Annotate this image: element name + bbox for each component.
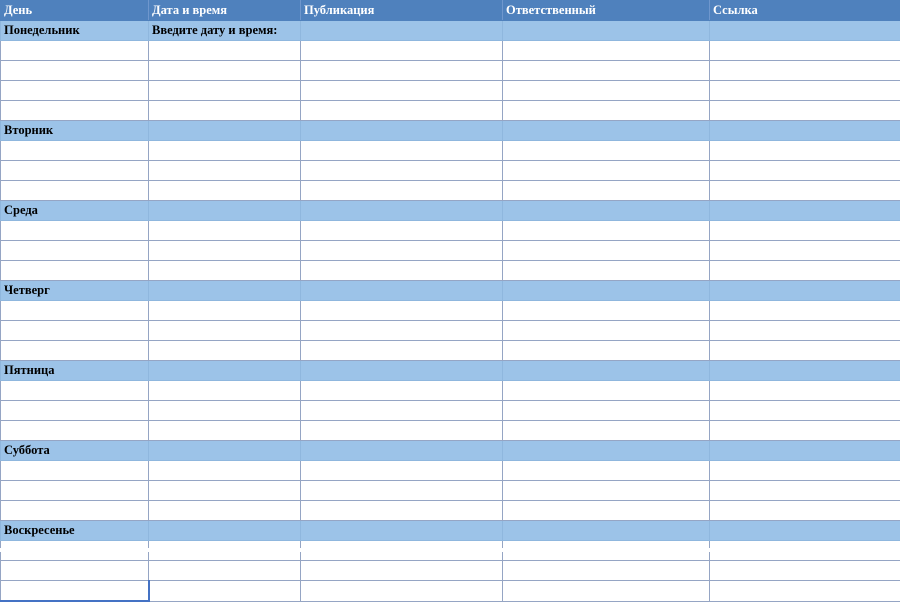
- day-label-cell[interactable]: Суббота: [1, 441, 149, 461]
- day-cell[interactable]: [1, 161, 149, 181]
- link-cell[interactable]: [710, 201, 900, 221]
- publication-cell[interactable]: [301, 221, 503, 241]
- link-cell[interactable]: [710, 141, 900, 161]
- day-cell[interactable]: [1, 461, 149, 481]
- sheet-bottom-edge: [0, 548, 900, 552]
- link-cell[interactable]: [710, 61, 900, 81]
- datetime-cell[interactable]: Введите дату и время:: [149, 21, 301, 41]
- publication-cell[interactable]: [301, 121, 503, 141]
- publication-cell[interactable]: [301, 461, 503, 481]
- responsible-cell[interactable]: [503, 121, 710, 141]
- link-cell[interactable]: [710, 361, 900, 381]
- publication-cell[interactable]: [301, 201, 503, 221]
- link-cell[interactable]: [710, 161, 900, 181]
- day-cell[interactable]: [1, 501, 149, 521]
- table-row: [1, 441, 900, 461]
- datetime-cell[interactable]: [149, 41, 301, 61]
- datetime-cell[interactable]: [149, 101, 301, 121]
- publication-cell[interactable]: [301, 521, 503, 541]
- publication-cell[interactable]: [301, 261, 503, 281]
- table-row: [1, 281, 900, 301]
- publication-cell[interactable]: [301, 561, 503, 581]
- link-cell[interactable]: [710, 261, 900, 281]
- link-cell[interactable]: [710, 581, 900, 602]
- table-row: [1, 261, 900, 281]
- day-cell-selected[interactable]: [1, 581, 149, 602]
- responsible-cell[interactable]: [503, 181, 710, 201]
- link-cell[interactable]: [710, 81, 900, 101]
- column-header-day[interactable]: День: [1, 1, 149, 21]
- table-body: [1, 21, 900, 602]
- responsible-cell[interactable]: [503, 481, 710, 501]
- responsible-cell[interactable]: [503, 561, 710, 581]
- day-label-cell[interactable]: Вторник: [1, 121, 149, 141]
- column-header-datetime[interactable]: Дата и время: [149, 1, 301, 21]
- publication-cell[interactable]: [301, 301, 503, 321]
- link-cell[interactable]: [710, 21, 900, 41]
- table-row: [1, 181, 900, 201]
- table-header-row: [1, 1, 900, 21]
- publication-cell[interactable]: [301, 181, 503, 201]
- table-row: [1, 361, 900, 381]
- day-cell[interactable]: [1, 381, 149, 401]
- responsible-cell[interactable]: [503, 361, 710, 381]
- datetime-cell[interactable]: [149, 421, 301, 441]
- publication-cell[interactable]: [301, 341, 503, 361]
- publication-cell[interactable]: [301, 61, 503, 81]
- responsible-cell[interactable]: [503, 241, 710, 261]
- table-row: [1, 141, 900, 161]
- responsible-cell[interactable]: [503, 61, 710, 81]
- datetime-cell[interactable]: [149, 121, 301, 141]
- link-cell[interactable]: [710, 221, 900, 241]
- column-header-link[interactable]: Ссылка: [710, 1, 900, 21]
- datetime-cell[interactable]: [149, 61, 301, 81]
- day-label-cell[interactable]: Среда: [1, 201, 149, 221]
- publication-cell[interactable]: [301, 241, 503, 261]
- publication-cell[interactable]: [301, 421, 503, 441]
- responsible-cell[interactable]: [503, 101, 710, 121]
- table-row: [1, 21, 900, 41]
- table-row: [1, 61, 900, 81]
- day-cell[interactable]: [1, 301, 149, 321]
- table-row: [1, 161, 900, 181]
- table-row: [1, 121, 900, 141]
- publication-cell[interactable]: [301, 281, 503, 301]
- publication-cell[interactable]: [301, 381, 503, 401]
- responsible-cell[interactable]: [503, 441, 710, 461]
- day-cell[interactable]: [1, 41, 149, 61]
- datetime-cell[interactable]: [149, 321, 301, 341]
- publication-cell[interactable]: [301, 101, 503, 121]
- datetime-cell[interactable]: [149, 241, 301, 261]
- table-row: [1, 461, 900, 481]
- publication-cell[interactable]: [301, 401, 503, 421]
- datetime-cell[interactable]: [149, 381, 301, 401]
- responsible-cell[interactable]: [503, 281, 710, 301]
- publication-cell[interactable]: [301, 441, 503, 461]
- responsible-cell[interactable]: [503, 81, 710, 101]
- day-cell[interactable]: [1, 421, 149, 441]
- day-label-cell[interactable]: Воскресенье: [1, 521, 149, 541]
- table-row: [1, 341, 900, 361]
- datetime-cell[interactable]: [149, 281, 301, 301]
- link-cell[interactable]: [710, 241, 900, 261]
- datetime-cell[interactable]: [149, 481, 301, 501]
- link-cell[interactable]: [710, 281, 900, 301]
- day-label-cell[interactable]: Понедельник: [1, 21, 149, 41]
- responsible-cell[interactable]: [503, 261, 710, 281]
- responsible-cell[interactable]: [503, 41, 710, 61]
- publication-cell[interactable]: [301, 361, 503, 381]
- datetime-cell[interactable]: [149, 521, 301, 541]
- link-cell[interactable]: [710, 421, 900, 441]
- publication-cell[interactable]: [301, 161, 503, 181]
- day-cell[interactable]: [1, 261, 149, 281]
- responsible-cell[interactable]: [503, 321, 710, 341]
- datetime-cell[interactable]: [149, 301, 301, 321]
- publication-cell[interactable]: [301, 321, 503, 341]
- day-cell[interactable]: [1, 61, 149, 81]
- datetime-cell[interactable]: [149, 461, 301, 481]
- link-cell[interactable]: [710, 521, 900, 541]
- day-cell[interactable]: [1, 81, 149, 101]
- datetime-cell[interactable]: [149, 161, 301, 181]
- table-row: [1, 241, 900, 261]
- link-cell[interactable]: [710, 121, 900, 141]
- table-row: [1, 521, 900, 541]
- day-label-cell[interactable]: Пятница: [1, 361, 149, 381]
- table-row: [1, 81, 900, 101]
- day-cell[interactable]: [1, 341, 149, 361]
- day-cell[interactable]: [1, 241, 149, 261]
- datetime-cell[interactable]: [149, 141, 301, 161]
- datetime-cell[interactable]: [149, 201, 301, 221]
- publication-cell[interactable]: [301, 41, 503, 61]
- table-row: [1, 501, 900, 521]
- day-cell[interactable]: [1, 181, 149, 201]
- table-row: [1, 561, 900, 581]
- publication-cell[interactable]: [301, 501, 503, 521]
- responsible-cell[interactable]: [503, 141, 710, 161]
- publication-cell[interactable]: [301, 81, 503, 101]
- link-cell[interactable]: [710, 501, 900, 521]
- link-cell[interactable]: [710, 181, 900, 201]
- link-cell[interactable]: [710, 401, 900, 421]
- responsible-cell[interactable]: [503, 161, 710, 181]
- table-row: [1, 321, 900, 341]
- responsible-cell[interactable]: [503, 421, 710, 441]
- datetime-cell[interactable]: [149, 361, 301, 381]
- table-row: [1, 401, 900, 421]
- table-row: [1, 101, 900, 121]
- responsible-cell[interactable]: [503, 521, 710, 541]
- responsible-cell[interactable]: [503, 221, 710, 241]
- publication-cell[interactable]: [301, 581, 503, 602]
- link-cell[interactable]: [710, 341, 900, 361]
- responsible-cell[interactable]: [503, 381, 710, 401]
- responsible-cell[interactable]: [503, 581, 710, 602]
- table-row: [1, 201, 900, 221]
- day-cell[interactable]: [1, 101, 149, 121]
- table-row: [1, 581, 900, 602]
- day-cell[interactable]: [1, 321, 149, 341]
- day-label-cell[interactable]: Четверг: [1, 281, 149, 301]
- datetime-cell[interactable]: [149, 441, 301, 461]
- column-header-publication[interactable]: Публикация: [301, 1, 503, 21]
- table-row: [1, 381, 900, 401]
- publication-cell[interactable]: [301, 141, 503, 161]
- datetime-cell[interactable]: [149, 501, 301, 521]
- datetime-cell[interactable]: [149, 181, 301, 201]
- day-cell[interactable]: [1, 401, 149, 421]
- column-header-responsible[interactable]: Ответственный: [503, 1, 710, 21]
- datetime-cell[interactable]: [149, 221, 301, 241]
- day-cell[interactable]: [1, 141, 149, 161]
- publication-cell[interactable]: [301, 21, 503, 41]
- responsible-cell[interactable]: [503, 21, 710, 41]
- day-cell[interactable]: [1, 481, 149, 501]
- datetime-cell[interactable]: [149, 81, 301, 101]
- datetime-cell[interactable]: [149, 581, 301, 602]
- table-row: [1, 301, 900, 321]
- publication-cell[interactable]: [301, 481, 503, 501]
- link-cell[interactable]: [710, 101, 900, 121]
- table-row: [1, 421, 900, 441]
- table-row: [1, 481, 900, 501]
- link-cell[interactable]: [710, 481, 900, 501]
- table-row: [1, 41, 900, 61]
- link-cell[interactable]: [710, 561, 900, 581]
- datetime-cell[interactable]: [149, 561, 301, 581]
- day-cell[interactable]: [1, 561, 149, 581]
- responsible-cell[interactable]: [503, 461, 710, 481]
- link-cell[interactable]: [710, 381, 900, 401]
- responsible-cell[interactable]: [503, 341, 710, 361]
- link-cell[interactable]: [710, 461, 900, 481]
- datetime-cell[interactable]: [149, 261, 301, 281]
- responsible-cell[interactable]: [503, 401, 710, 421]
- link-cell[interactable]: [710, 41, 900, 61]
- link-cell[interactable]: [710, 441, 900, 461]
- datetime-cell[interactable]: [149, 401, 301, 421]
- link-cell[interactable]: [710, 321, 900, 341]
- table-row: [1, 221, 900, 241]
- responsible-cell[interactable]: [503, 201, 710, 221]
- responsible-cell[interactable]: [503, 301, 710, 321]
- day-cell[interactable]: [1, 221, 149, 241]
- link-cell[interactable]: [710, 301, 900, 321]
- responsible-cell[interactable]: [503, 501, 710, 521]
- datetime-cell[interactable]: [149, 341, 301, 361]
